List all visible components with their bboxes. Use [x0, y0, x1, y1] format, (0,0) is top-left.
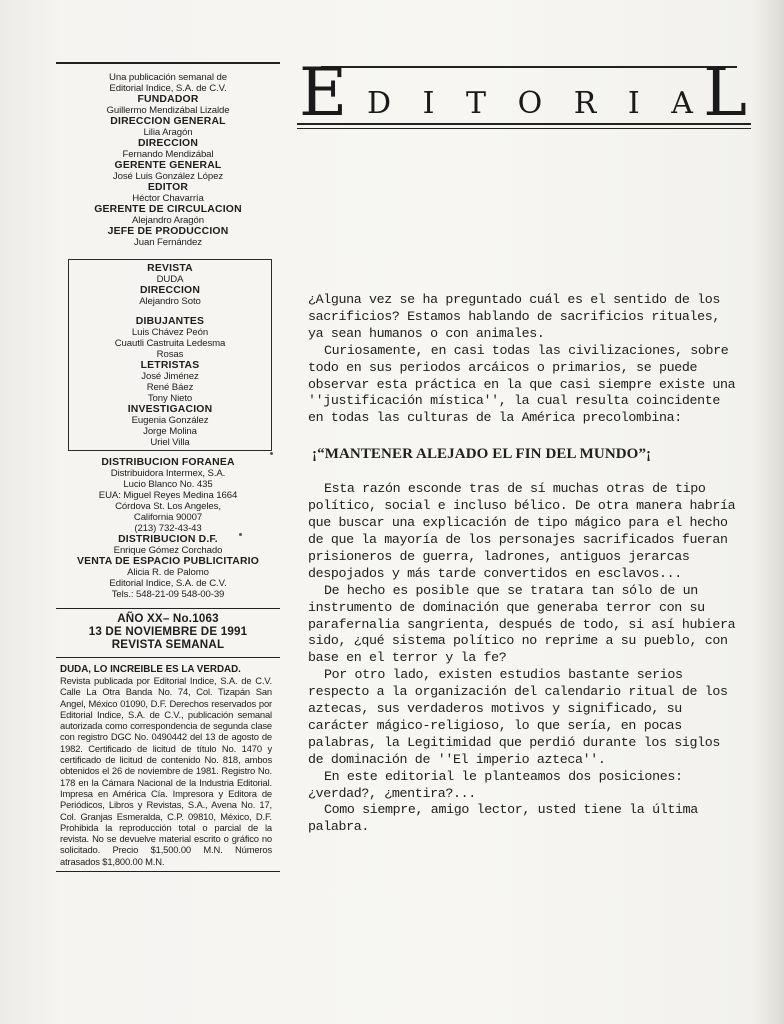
edition-date: 13 DE NOVIEMBRE DE 1991: [88, 625, 248, 638]
title-letter: I: [627, 86, 640, 121]
letristas-role: LETRISTAS: [140, 360, 200, 371]
legal-notice: [56, 664, 280, 872]
header-bottom-rule-thick: [297, 123, 751, 125]
title-middle-letters: [367, 88, 693, 120]
distribucion-df-role: DISTRIBUCION D.F.: [118, 534, 218, 545]
paragraph-5: Por otro lado, existen estudios bastante serios respecto a la organización del calendario ritual de los aztecas, sus verdaderos motivos y significado, su carácter mágico-religioso, lo que sería, en pocas palabras, la Legitimidad que perdió durante los siglos de dominación de ''El imperio azteca''.: [308, 667, 728, 767]
edition-info: [56, 608, 280, 658]
title-letter: I: [422, 86, 435, 121]
dibujantes-role: DIBUJANTES: [135, 316, 205, 327]
letrista-1: José Jiménez: [141, 371, 199, 382]
title-last-letter: L: [703, 54, 747, 131]
jefe-produccion-role: JEFE DE PRODUCCION: [107, 226, 229, 237]
revista-role: REVISTA: [147, 263, 193, 274]
gerente-general-role: GERENTE GENERAL: [114, 160, 222, 171]
legal-body: Revista publicada por Editorial Indice, S.A. de C.V. Calle La Otra Banda No. 74, Col. Tizapán San Angel, México 01090, D.F. Derechos reservados por Editorial Indice, S.A. de C.V., publicación semanal autorizada como correspondencia de segunda clase con registro DGC No. 0490442 del 13 de agosto de 1982. Certificado de licitud de título No. 1470 y certificado de licitud de contenido No. 818, ambos obtenidos el 26 de noviembre de 1981. Registro No. 178 en la Cámara Nacional de la Industria Editorial. Impresa en América Cía. Impresora y Editora de Periódicos, Libros y Revistas, S.A., Avena No. 17, Col. Granjas Esmeralda, C.P. 09810, México, D.F. Prohibida la reproducción total o parcial de la revista. No se devuelve material escrito o gráfico no solicitado. Precio $1,500.00 M.N. Números atrasados $1,800.00 M.N.: [60, 675, 272, 867]
title-letter: A: [671, 86, 693, 121]
legal-heading: DUDA, LO INCREIBLE ES LA VERDAD.: [60, 664, 241, 675]
revista-direccion-name: Alejandro Soto: [139, 296, 201, 307]
investigacion-1: Eugenia González: [131, 415, 209, 426]
editorial-title: [297, 54, 751, 131]
distribucion-df-name: Enrique Gómez Corchado: [113, 545, 223, 556]
masthead-intro-1: Una publicación semanal de: [109, 72, 227, 83]
investigacion-3: Uriel Villa: [150, 437, 190, 448]
foranea-line-3: EUA: Miguel Reyes Medina 1664: [98, 490, 238, 501]
foranea-line-5: California 90007: [133, 512, 203, 523]
paragraph-2: Curiosamente, en casi todas las civilizaciones, sobre todo en sus periodos arcáicos o primarios, se puede observar esta práctica en la que casi siempre existe una ''justificación mística'', la cual resulta coincidente en todas las culturas de la América precolombina:: [308, 342, 736, 426]
editorial-header: [297, 54, 751, 134]
revista-credits-box: [68, 259, 272, 451]
foranea-line-4: Córdova St. Los Angeles,: [115, 501, 221, 512]
gerente-circulacion-role: GERENTE DE CIRCULACION: [94, 204, 242, 215]
revista-name: DUDA: [156, 274, 184, 285]
edition-type: REVISTA SEMANAL: [111, 638, 225, 651]
jefe-produccion-name: Juan Fernández: [134, 237, 202, 248]
title-letter: R: [573, 86, 597, 121]
paragraph-1: ¿Alguna vez se ha preguntado cuál es el sentido de los sacrificios? Estamos hablando de sacrificios rituales, ya sean humanos o con animales.: [308, 292, 720, 341]
direccion-role: DIRECCION: [137, 138, 199, 149]
masthead-column: [56, 62, 280, 872]
masthead-intro-2: Editorial Indice, S.A. de C.V.: [109, 83, 227, 94]
dibujante-3: Rosas: [156, 349, 184, 360]
distribucion-foranea-role: DISTRIBUCION FORANEA: [101, 457, 235, 468]
venta-line-1: Alicia R. de Palomo: [127, 567, 209, 578]
venta-line-3: Tels.: 548-21-09 548-00-39: [111, 589, 225, 600]
distribution-block: [56, 457, 280, 600]
dibujante-1: Luis Chávez Peón: [131, 327, 209, 338]
foranea-line-6: (213) 732-43-43: [134, 523, 202, 534]
foranea-line-1: Distribuidora Intermex, S.A.: [110, 468, 226, 479]
letrista-2: René Báez: [146, 382, 194, 393]
title-letter: T: [466, 86, 487, 121]
direccion-general-name: Lilia Aragón: [143, 127, 193, 138]
dibujante-2: Cuautli Castruita Ledesma: [114, 338, 226, 349]
venta-line-2: Editorial Indice, S.A. de C.V.: [109, 578, 227, 589]
direccion-general-role: DIRECCION GENERAL: [110, 116, 226, 127]
gerente-circulacion-name: Alejandro Aragón: [131, 215, 204, 226]
fundador-role: FUNDADOR: [137, 94, 199, 105]
title-first-letter: E: [299, 54, 348, 131]
editor-name: Héctor Chavarría: [132, 193, 204, 204]
gerente-general-name: José Luis González López: [112, 171, 224, 182]
revista-direccion-role: DIRECCION: [139, 285, 201, 296]
fundador-name: Guillermo Mendizábal Lizalde: [106, 105, 230, 116]
title-letter: D: [367, 86, 392, 121]
title-letter: O: [517, 86, 543, 121]
print-speck: [239, 533, 242, 536]
investigacion-role: INVESTIGACION: [127, 404, 213, 415]
editorial-subheading: ¡“MANTENER ALEJADO EL FIN DEL MUNDO”¡: [312, 446, 652, 463]
edition-number: AÑO XX– No.1063: [117, 612, 219, 625]
paragraph-6: En este editorial le planteamos dos posiciones: ¿verdad?, ¿mentira?...: [308, 768, 683, 801]
venta-publicidad-role: VENTA DE ESPACIO PUBLICITARIO: [76, 556, 260, 567]
foranea-line-2: Lucio Blanco No. 435: [123, 479, 213, 490]
paragraph-4: De hecho es posible que se tratara tan sólo de un instrumento de dominación que generaba terror con su parafernalia sangrienta, después de todo, si así hubiera sido, ¿qué sistema político no reprime a su pueblo, con base en el terror y la fe?: [308, 582, 736, 666]
header-bottom-rule-thin: [297, 128, 751, 129]
direccion-name: Fernando Mendizábal: [122, 149, 214, 160]
editor-role: EDITOR: [147, 182, 189, 193]
paragraph-3: Esta razón esconde tras de sí muchas otras de tipo político, social e incluso bélico. De otra manera habría que buscar una explicación de tipo mágico para el hecho de que la mayoría de los personajes sacrificados fueran prisioneros de guerra, ladrones, antiguos jerarcas despojados y más tarde convertidos en esclavos...: [308, 481, 736, 581]
paragraph-7: Como siempre, amigo lector, usted tiene la última palabra.: [308, 802, 698, 835]
print-speck: [270, 452, 273, 455]
investigacion-2: Jorge Molina: [143, 426, 197, 437]
letrista-3: Tony Nieto: [147, 393, 193, 404]
editorial-body: [308, 292, 740, 836]
